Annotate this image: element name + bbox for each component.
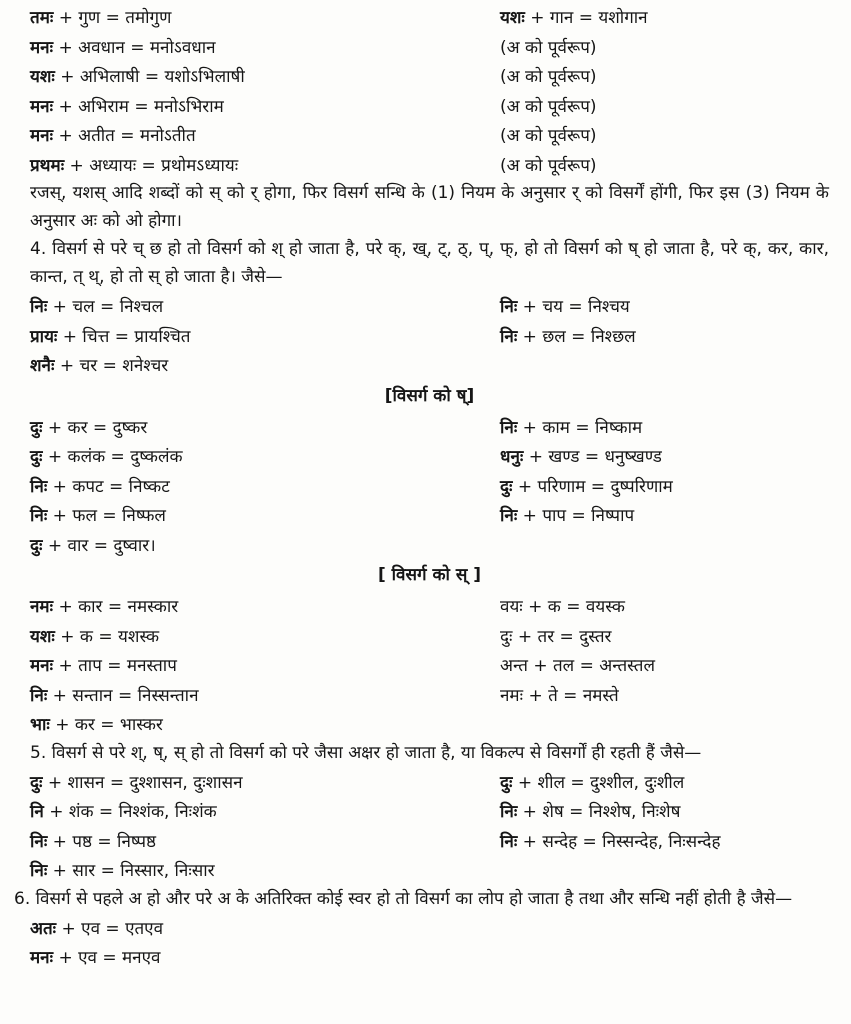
example-left	[30, 945, 500, 968]
example-left	[30, 353, 500, 376]
example-block-5	[30, 767, 829, 885]
example-right-text: + पाप = निष्पाप	[517, 506, 635, 527]
example-right	[500, 294, 829, 317]
example-right-text: + गान = यशोगान	[524, 8, 648, 29]
example-left-text: + शंक = निश्शंक, निःशंक	[43, 802, 217, 823]
example-right-text: + परिणाम = दुष्परिणाम	[512, 476, 673, 497]
heading-visarg-s: [ विसर्ग को स् ]	[377, 565, 482, 585]
example-left-head: यशः	[30, 626, 55, 647]
example-left-head: निः	[30, 685, 48, 706]
example-row	[30, 826, 829, 856]
rule-4: 4. विसर्ग से परे च् छ हो तो विसर्ग को श् हो जाता है, परे क्, ख्, ट्, ठ्, प्, फ्, हो तो विसर्ग को ष् हो जाता है, परे क्, कर, कार, कान्त, त् थ्, हो तो स् हो जाता है। जैसे—	[30, 239, 829, 287]
example-left-head: दुः	[30, 417, 43, 438]
example-left-head: मनः	[30, 37, 54, 58]
example-block-3	[30, 412, 829, 560]
example-right-head: निः	[500, 297, 518, 318]
example-left	[30, 444, 500, 467]
example-right	[500, 683, 829, 706]
example-left	[30, 624, 500, 647]
example-left-text: + अभिराम = मनोऽभिराम	[53, 96, 224, 117]
example-left-head: दुः	[30, 535, 43, 556]
example-row	[30, 291, 829, 321]
example-left	[30, 653, 500, 676]
example-left-head: मनः	[30, 96, 54, 117]
example-left-text: + चर = शनेश्चर	[54, 356, 169, 377]
example-left-text: + कर = भास्कर	[49, 715, 163, 736]
example-left-text: + एव = एतएव	[56, 918, 164, 939]
example-right-head: निः	[500, 831, 518, 852]
example-left-text: + शासन = दुश्शासन, दुःशासन	[42, 772, 243, 793]
example-left-head: नमः	[30, 597, 54, 618]
example-left-text: + वार = दुष्वार।	[42, 535, 156, 556]
example-right	[500, 64, 829, 87]
example-left-text: + कर = दुष्कर	[42, 417, 148, 438]
paragraph-rajas: रजस्, यशस् आदि शब्दों को स् को र् होगा, फिर विसर्ग सन्धि के (1) नियम के अनुसार र् को विसर्गें होंगी, फिर इस (3) नियम के अनुसार अः को ओ होगा।	[30, 183, 829, 231]
example-right-text: (अ को पूर्वरूप)	[500, 126, 597, 147]
example-row	[30, 350, 829, 380]
rule-6: 6. विसर्ग से पहले अ हो और परे अ के अतिरिक्त कोई स्वर हो तो विसर्ग का लोप हो जाता है तथा और सन्धि नहीं होती है जैसे—	[14, 888, 793, 909]
example-left	[30, 5, 500, 28]
example-row	[30, 855, 829, 885]
example-left	[30, 858, 500, 881]
example-left-text: + अध्यायः = प्रथोमऽध्यायः	[64, 155, 239, 176]
example-left-text: + क = यशस्क	[54, 626, 160, 647]
example-left	[30, 294, 500, 317]
example-right	[500, 123, 829, 146]
example-right-text: + शील = दुश्शील, दुःशील	[512, 772, 685, 793]
example-left	[30, 94, 500, 117]
example-left-head: निः	[30, 297, 48, 318]
example-right-text: अन्त + तल = अन्तस्तल	[500, 656, 655, 677]
example-left	[30, 415, 500, 438]
example-right-head: निः	[500, 506, 518, 527]
example-right	[500, 653, 829, 676]
example-right	[500, 5, 829, 28]
example-left-head: निः	[30, 476, 48, 497]
example-left	[30, 503, 500, 526]
example-left-text: + चित्त = प्रायश्चित	[57, 326, 191, 347]
example-right	[500, 829, 829, 852]
example-right	[500, 444, 829, 467]
example-left-text: + पष्ठ = निष्पष्ठ	[47, 831, 157, 852]
example-left-head: शनैः	[30, 356, 55, 377]
example-left-text: + सन्तान = निस्सन्तान	[47, 685, 199, 706]
example-right	[500, 594, 829, 617]
example-row	[30, 412, 829, 442]
example-row	[30, 650, 829, 680]
example-left	[30, 324, 500, 347]
example-right-head: निः	[500, 417, 518, 438]
example-left-head: तमः	[30, 8, 54, 29]
heading-visarg-sh: [विसर्ग को ष्]	[384, 385, 475, 406]
example-left-head: यशः	[30, 67, 55, 88]
example-row	[30, 621, 829, 651]
example-left-head: मनः	[30, 948, 54, 969]
example-left-text: + अतीत = मनोऽतीत	[53, 126, 196, 147]
example-left-head: मनः	[30, 656, 54, 677]
example-right-text: + शेष = निश्शेष, निःशेष	[517, 802, 681, 823]
example-right-head: दुः	[500, 772, 513, 793]
example-left-text: + गुण = तमोगुण	[53, 8, 172, 29]
example-left	[30, 533, 500, 556]
example-right-text: + सन्देह = निस्सन्देह, निःसन्देह	[517, 831, 721, 852]
example-row	[30, 767, 829, 797]
example-row	[30, 91, 829, 121]
example-row	[30, 471, 829, 501]
example-right-text: (अ को पूर्वरूप)	[500, 37, 597, 58]
example-row	[30, 530, 829, 560]
example-right-text: नमः + ते = नमस्ते	[500, 685, 619, 706]
example-right-head: दुः	[500, 476, 513, 497]
example-left	[30, 683, 500, 706]
example-left-head: नि	[30, 802, 44, 823]
example-right	[500, 503, 829, 526]
example-left-text: + चल = निश्चल	[47, 297, 164, 318]
example-right	[500, 474, 829, 497]
example-right	[500, 153, 829, 176]
example-left-text: + सार = निस्सार, निःसार	[47, 861, 215, 882]
example-right	[500, 35, 829, 58]
example-row	[30, 61, 829, 91]
example-row	[30, 32, 829, 62]
example-row	[30, 942, 829, 972]
example-row	[30, 441, 829, 471]
example-row	[30, 150, 829, 180]
example-left-text: + अवधान = मनोऽवधान	[53, 37, 216, 58]
example-left	[30, 153, 500, 176]
example-block-6	[30, 913, 829, 972]
example-right-text: वयः + क = वयस्क	[500, 597, 625, 618]
example-row	[30, 709, 829, 739]
example-right-text: + काम = निष्काम	[517, 417, 643, 438]
example-left-text: + फल = निष्फल	[47, 506, 166, 527]
example-left	[30, 799, 500, 822]
example-left-text: + एव = मनएव	[53, 948, 161, 969]
example-right-text: + छल = निश्छल	[517, 326, 636, 347]
example-left-head: दुः	[30, 447, 43, 468]
example-left-head: मनः	[30, 126, 54, 147]
example-left	[30, 474, 500, 497]
example-row	[30, 913, 829, 943]
example-row	[30, 2, 829, 32]
rule-5: 5. विसर्ग से परे श्, ष्, स् हो तो विसर्ग को परे जैसा अक्षर हो जाता है, या विकल्प से विसर्गों ही रहती हैं जैसे—	[30, 742, 702, 763]
example-left-head: भाः	[30, 715, 50, 736]
example-left-text: + कार = नमस्कार	[53, 597, 179, 618]
example-left-head: प्रथमः	[30, 155, 65, 176]
example-right	[500, 624, 829, 647]
example-left-text: + अभिलाषी = यशोऽभिलाषी	[54, 67, 245, 88]
example-left	[30, 916, 500, 939]
example-block-1	[30, 2, 829, 179]
example-right	[500, 415, 829, 438]
example-left-head: निः	[30, 831, 48, 852]
example-right	[500, 324, 829, 347]
example-right-text: + खण्ड = धनुष्खण्ड	[523, 447, 662, 468]
example-left-text: + कपट = निष्कट	[47, 476, 170, 497]
example-left-text: + ताप = मनस्ताप	[53, 656, 177, 677]
example-right-head: यशः	[500, 8, 525, 29]
example-row	[30, 120, 829, 150]
example-left	[30, 770, 500, 793]
example-left	[30, 64, 500, 87]
example-right-text: (अ को पूर्वरूप)	[500, 96, 597, 117]
example-right-text: + चय = निश्चय	[517, 297, 630, 318]
example-block-4	[30, 591, 829, 739]
example-left-head: निः	[30, 506, 48, 527]
example-right-head: निः	[500, 326, 518, 347]
example-row	[30, 680, 829, 710]
example-left-head: अतः	[30, 918, 57, 939]
example-right-head: निः	[500, 802, 518, 823]
example-block-2	[30, 291, 829, 380]
example-left	[30, 829, 500, 852]
example-right	[500, 94, 829, 117]
example-right-text: दुः + तर = दुस्तर	[500, 626, 612, 647]
example-row	[30, 796, 829, 826]
example-right	[500, 799, 829, 822]
example-left	[30, 712, 500, 735]
example-right	[500, 770, 829, 793]
example-left-head: दुः	[30, 772, 43, 793]
example-row	[30, 500, 829, 530]
example-right-text: (अ को पूर्वरूप)	[500, 67, 597, 88]
example-left	[30, 594, 500, 617]
example-left-text: + कलंक = दुष्कलंक	[42, 447, 183, 468]
example-right-head: धनुः	[500, 447, 524, 468]
example-left	[30, 123, 500, 146]
example-left	[30, 35, 500, 58]
example-left-head: निः	[30, 861, 48, 882]
example-right-text: (अ को पूर्वरूप)	[500, 155, 597, 176]
example-left-head: प्रायः	[30, 326, 58, 347]
example-row	[30, 591, 829, 621]
example-row	[30, 321, 829, 351]
